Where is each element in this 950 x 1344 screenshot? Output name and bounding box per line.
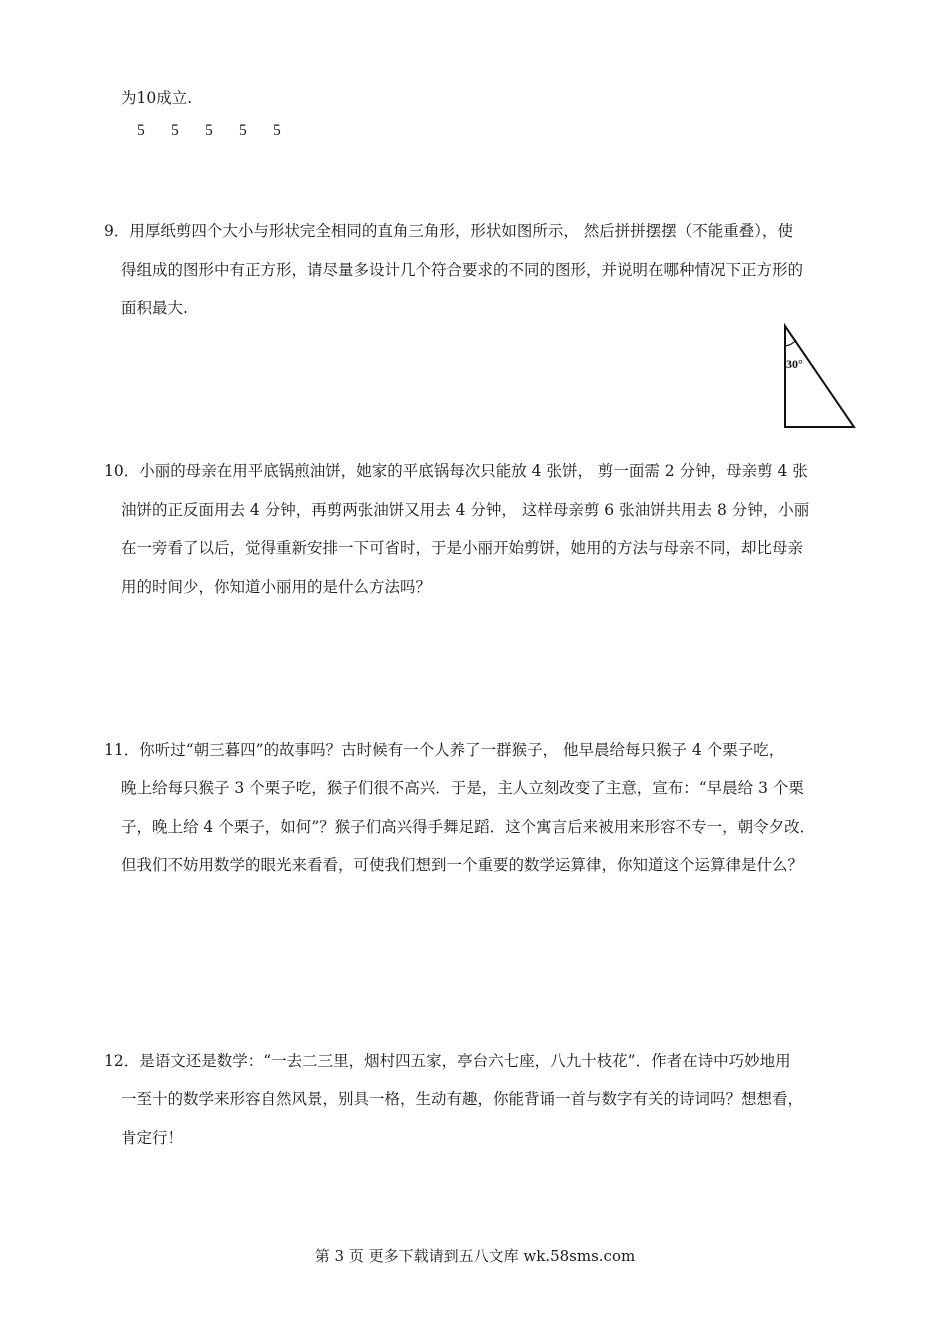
- q10-line-1: 10．小丽的母亲在用平底锅煎油饼，她家的平底锅每次只能放 4 张饼， 剪一面需 2 分钟，母亲剪 4 张: [104, 462, 808, 480]
- five-5: 5: [273, 122, 281, 139]
- triangle-angle-label: 30°: [786, 357, 803, 371]
- q9-line-2: 得组成的图形中有正方形，请尽量多设计几个符合要求的不同的图形，并说明在哪种情况下正方形的: [121, 261, 804, 279]
- q9-line-3: 面积最大.: [121, 299, 188, 317]
- q10-line-4: 用的时间少，你知道小丽用的是什么方法吗？: [121, 578, 432, 596]
- q10-line-2: 油饼的正反面用去 4 分钟，再剪两张油饼又用去 4 分钟， 这样母亲剪 6 张油饼共用去 8 分钟，小丽: [121, 501, 810, 519]
- q9-line-1: 9．用厚纸剪四个大小与形状完全相同的直角三角形，形状如图所示， 然后拼拼摆摆（不能重叠），使: [104, 222, 794, 240]
- five-2: 5: [171, 122, 179, 139]
- q12-line-2: 一至十的数学来形容自然风景，别具一格，生动有趣，你能背诵一首与数字有关的诗词吗？想想看，: [121, 1090, 804, 1108]
- five-4: 5: [239, 122, 247, 139]
- q12-line-1: 12．是语文还是数学：“一去二三里，烟村四五家，亭台六七座，八九十枝花”．作者在诗中巧妙地用: [104, 1052, 791, 1070]
- right-triangle-figure: [778, 320, 860, 432]
- page-footer: 第 3 页 更多下载请到五八文库 wk.58sms.com: [314, 1247, 636, 1265]
- q10-line-3: 在一旁看了以后，觉得重新安排一下可省时，于是小丽开始剪饼，她用的方法与母亲不同，却比母亲: [121, 539, 804, 557]
- q11-line-2: 晚上给每只猴子 3 个栗子吃，猴子们很不高兴．于是，主人立刻改变了主意，宣布：“早晨给 3 个栗: [121, 779, 804, 797]
- intro-line: 为10成立.: [121, 89, 193, 107]
- five-1: 5: [137, 122, 145, 139]
- q12-line-3: 肯定行！: [121, 1129, 184, 1147]
- q11-line-1: 11．你听过“朝三暮四”的故事吗？古时候有一个人养了一群猴子， 他早晨给每只猴子 4 个栗子吃，: [104, 741, 785, 759]
- five-3: 5: [205, 122, 213, 139]
- q11-line-3: 子，晚上给 4 个栗子，如何”？猴子们高兴得手舞足蹈．这个寓言后来被用来形容不专一，朝令夕改．: [121, 818, 816, 836]
- q11-line-4: 但我们不妨用数学的眼光来看看，可使我们想到一个重要的数学运算律，你知道这个运算律是什么？: [121, 856, 804, 874]
